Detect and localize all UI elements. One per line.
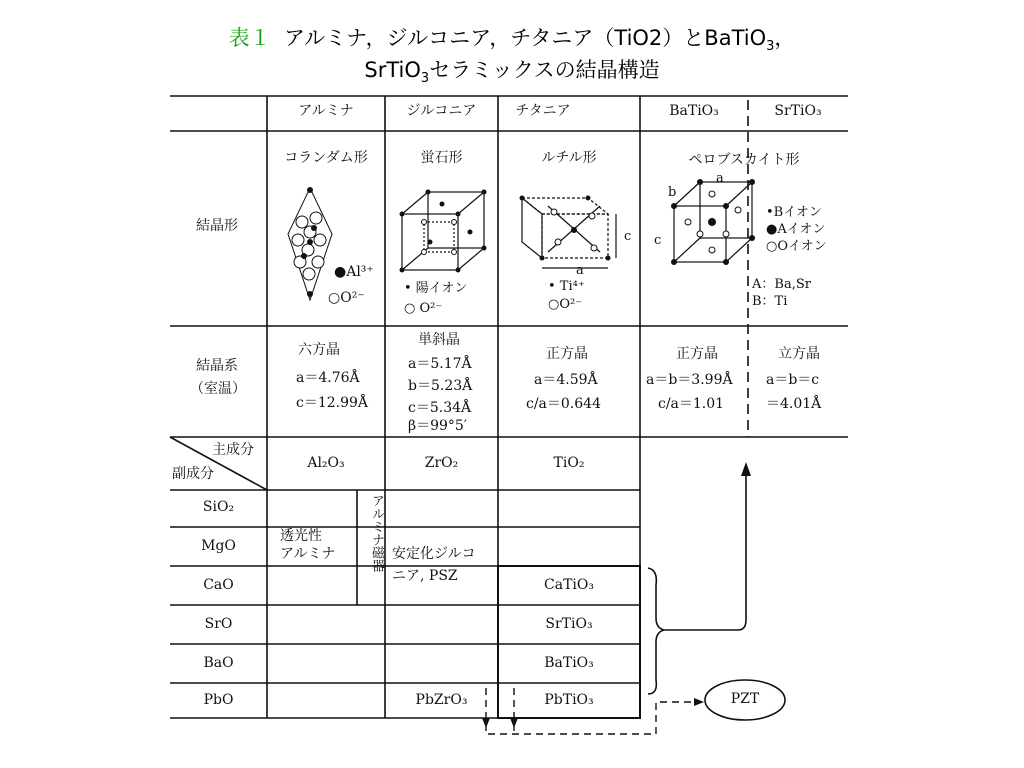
- table-label: 表１: [228, 26, 271, 50]
- col-titania: チタニア: [515, 103, 571, 119]
- perovskite-legend-a: ●Aイオン: [766, 222, 826, 237]
- row-crystal-form: 結晶形: [196, 218, 238, 234]
- title-text-2a: SrTiO: [364, 58, 421, 82]
- alumina-c: c＝12.99Å: [296, 395, 369, 411]
- batio3-ca: c/a＝1.01: [658, 396, 725, 412]
- stabilized-zirconia-1: 安定化ジルコ: [392, 546, 476, 562]
- cell-pbtio3: PbTiO₃: [544, 692, 594, 708]
- titania-ca: c/a＝0.644: [526, 396, 601, 412]
- fluorite-legend-cation: • 陽イオン: [404, 281, 468, 296]
- cell-batio3: BaTiO₃: [544, 655, 594, 671]
- zirconia-c: c＝5.34Å: [408, 400, 472, 416]
- alumina-system: 六方晶: [298, 342, 340, 358]
- sub-cao: CaO: [203, 577, 234, 593]
- perovskite-note-b: B：Ti: [752, 294, 788, 309]
- zirconia-beta: β＝99°5′: [408, 418, 467, 434]
- main-tio2: TiO₂: [553, 455, 585, 471]
- perovskite-axis-b: b: [668, 185, 677, 200]
- corundum-legend-o: ○O²⁻: [328, 290, 365, 306]
- rutile-axis-c: c: [624, 229, 632, 244]
- zirconia-b: b＝5.23Å: [408, 378, 473, 394]
- row-sub-component: 副成分: [172, 466, 214, 482]
- perovskite-note-a: A：Ba,Sr: [752, 277, 811, 292]
- rutile-legend-ti: • Ti⁴⁺: [548, 279, 585, 294]
- title-sub-1: 3: [766, 39, 775, 55]
- batio3-ab: a＝b＝3.99Å: [646, 372, 733, 388]
- alumina-porcelain: アルミナ磁器: [369, 494, 384, 572]
- col-zirconia: ジルコニア: [406, 103, 477, 119]
- srtio3-abc: a＝b＝c: [766, 372, 820, 388]
- rutile-structure-icon: [508, 186, 632, 276]
- sub-mgo: MgO: [201, 538, 236, 554]
- fluorite-legend-o: ○ O²⁻: [404, 301, 443, 316]
- srtio3-value: ＝4.01Å: [766, 396, 822, 412]
- rutile-axis-a: a: [576, 263, 584, 278]
- fluorite-name: 蛍石形: [420, 150, 463, 166]
- row-main-component: 主成分: [212, 442, 254, 458]
- main-zro2: ZrO₂: [424, 455, 459, 471]
- title-text-2b: セラミックスの結晶構造: [429, 58, 660, 82]
- sub-bao: BaO: [203, 655, 234, 671]
- main-al2o3: Al₂O₃: [307, 455, 345, 471]
- zirconia-a: a＝5.17Å: [408, 356, 472, 372]
- title-tail: ，: [774, 26, 796, 50]
- alumina-a: a＝4.76Å: [296, 370, 360, 386]
- rutile-legend-o: ○O²⁻: [548, 297, 583, 312]
- translucent-alumina-1: 透光性: [280, 528, 322, 544]
- perovskite-name: ペロブスカイト形: [688, 152, 800, 168]
- rutile-name: ルチル形: [541, 150, 597, 166]
- corundum-structure-icon: [280, 184, 340, 304]
- zirconia-system: 単斜晶: [418, 332, 460, 348]
- title-sub-2: 3: [420, 71, 430, 87]
- sub-pbo: PbO: [203, 692, 234, 708]
- title-text-1: アルミナ，ジルコニア，チタニア（TiO2）とBaTiO: [283, 26, 767, 50]
- srtio3-system: 立方晶: [778, 346, 820, 362]
- cell-pbzro3: PbZrO₃: [415, 692, 468, 708]
- perovskite-legend-o: ○Oイオン: [766, 239, 827, 254]
- corundum-name: コランダム形: [284, 150, 368, 166]
- corundum-legend-al: ●Al³⁺: [334, 264, 374, 280]
- perovskite-legend-b: •Bイオン: [766, 205, 822, 220]
- titania-a: a＝4.59Å: [534, 372, 598, 388]
- col-alumina: アルミナ: [298, 103, 354, 119]
- translucent-alumina-2: アルミナ: [280, 546, 336, 562]
- batio3-system: 正方晶: [676, 346, 718, 362]
- col-srtio3: SrTiO₃: [774, 103, 822, 119]
- cell-srtio3: SrTiO₃: [545, 616, 593, 632]
- titania-system: 正方晶: [546, 346, 588, 362]
- stabilized-zirconia-2: ニア, PSZ: [392, 568, 458, 584]
- sub-sio2: SiO₂: [202, 499, 235, 515]
- row-crystal-system: 結晶系: [196, 358, 238, 374]
- sub-sro: SrO: [204, 616, 233, 632]
- perovskite-axis-a: a: [716, 171, 724, 186]
- pzt-label: PZT: [730, 691, 760, 707]
- fluorite-structure-icon: [398, 186, 490, 278]
- row-room-temp: （室温）: [190, 381, 246, 397]
- col-batio3: BaTiO₃: [669, 103, 719, 119]
- cell-catio3: CaTiO₃: [544, 577, 594, 593]
- perovskite-axis-c: c: [654, 233, 662, 248]
